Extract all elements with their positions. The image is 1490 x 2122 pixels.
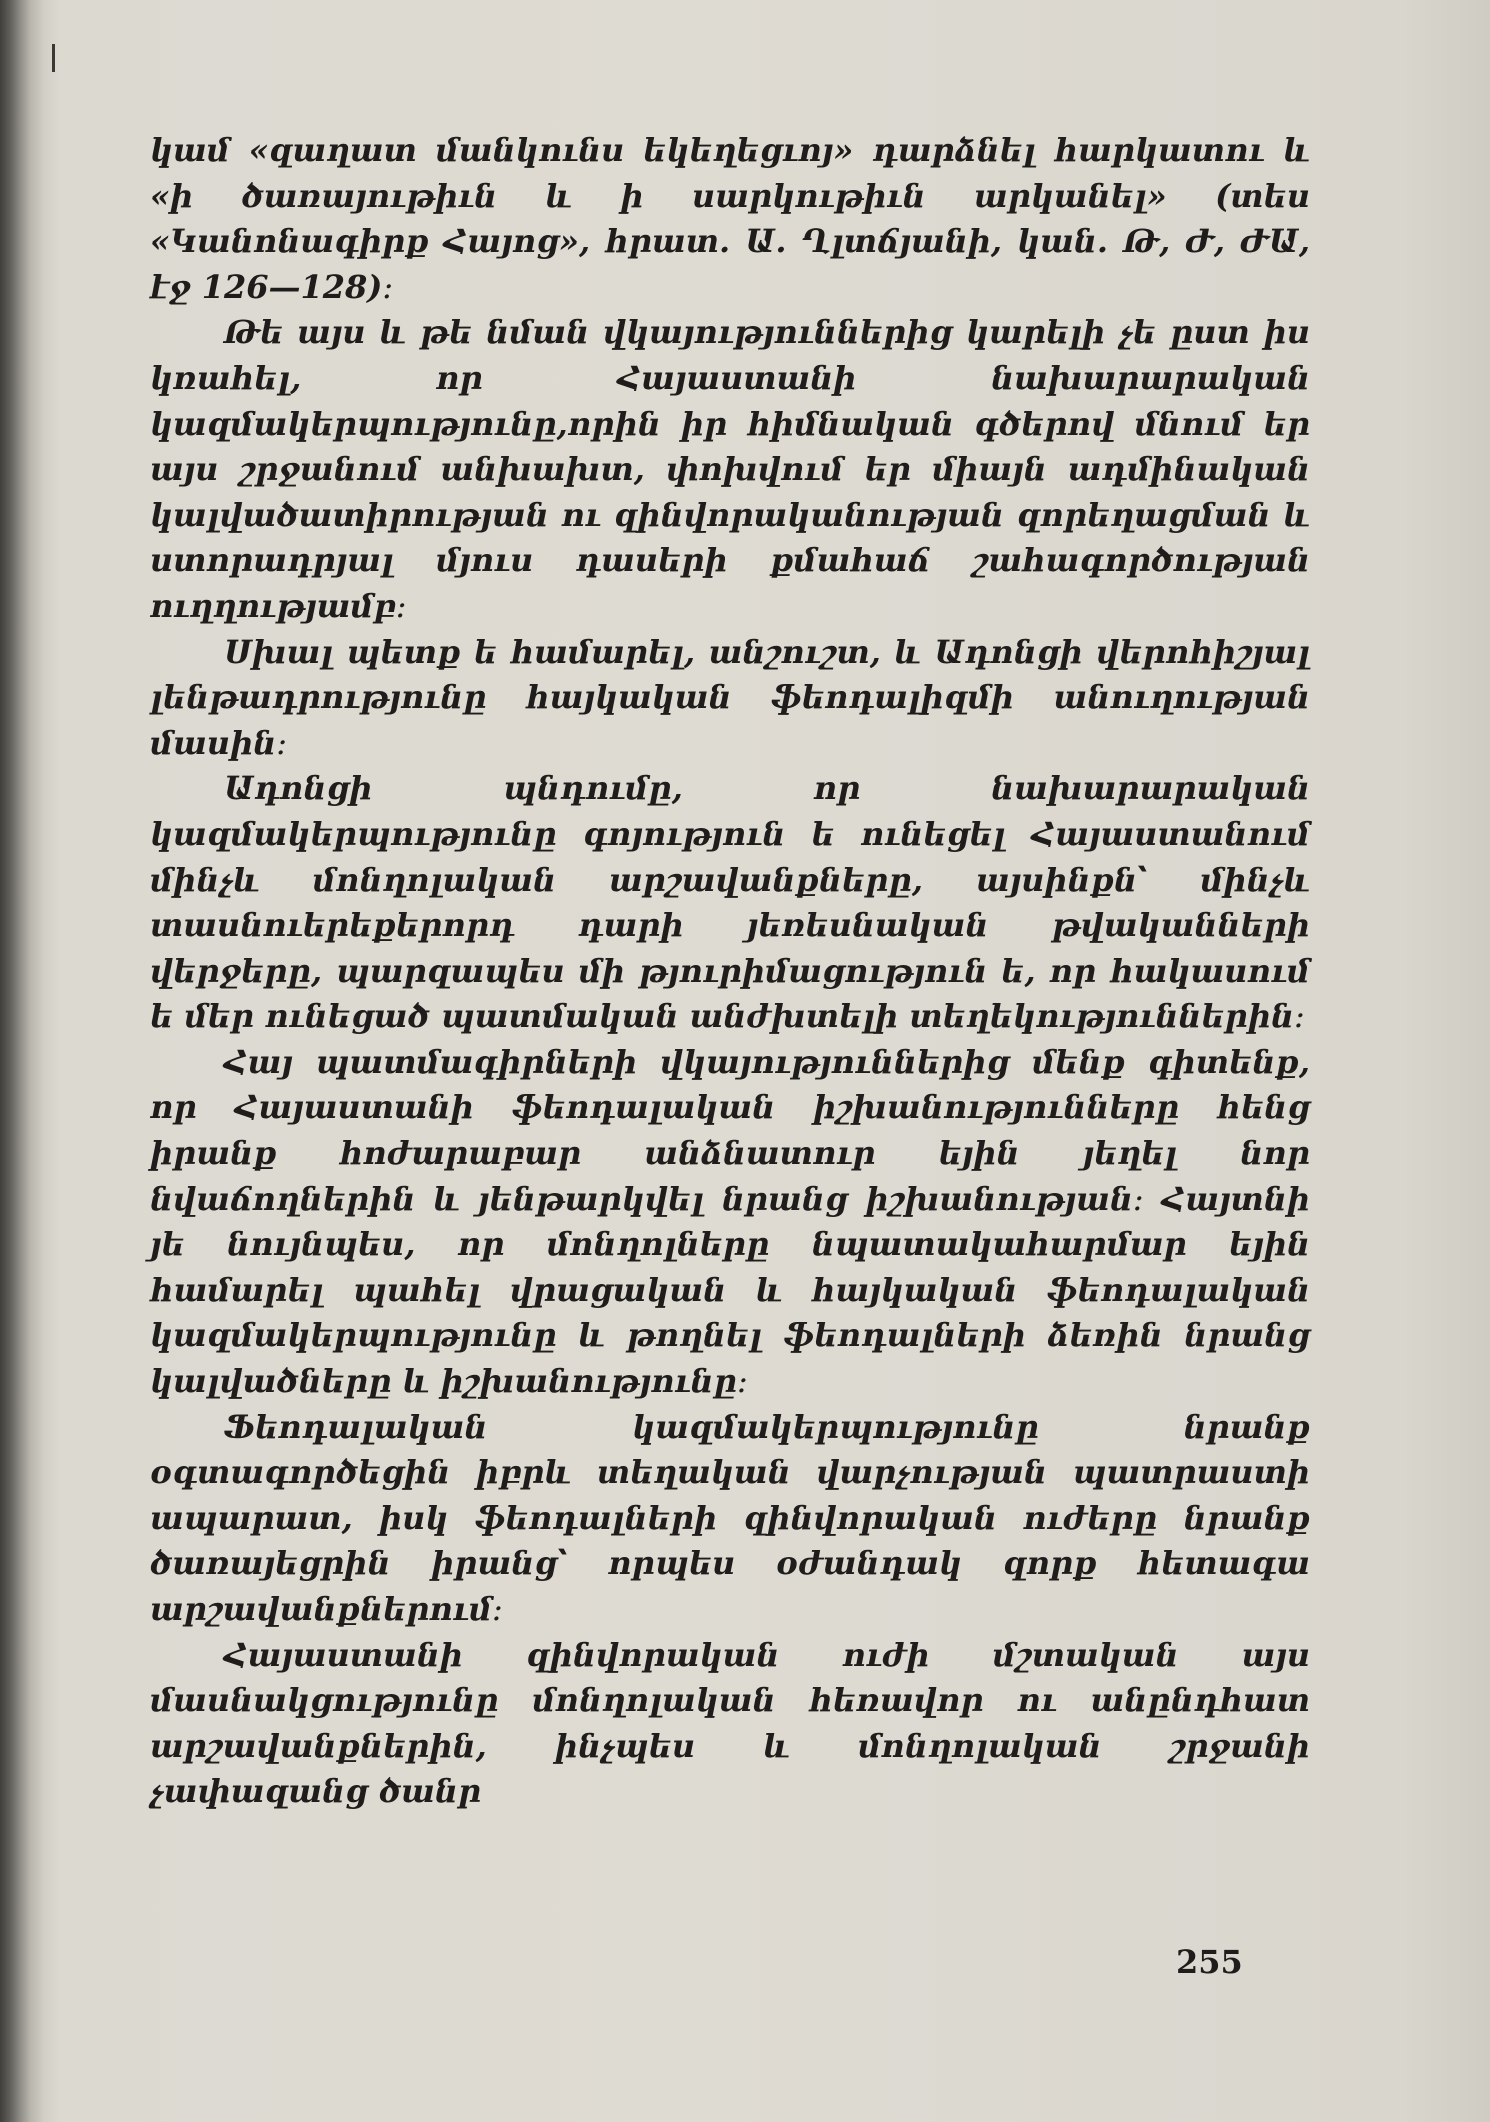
binding-mark: [52, 44, 55, 72]
paragraph-6: Ֆեոդալական կազմակերպությունը նրանք օգտագործեցին իբրև տեղական վարչության պատրաստի ապարատ, իսկ ֆեոդալների զինվորական ուժերը նրանք ծառայեցրին իրանց՝ որպես օժանդակ զորք հետագա արշավանքներում։: [150, 1407, 1310, 1628]
body-text: [150, 128, 1310, 1815]
paragraph-1: կամ «զաղատ մանկունս եկեղեցւոյ» դարձնել հարկատու և «ի ծառայութիւն և ի սարկութիւն արկանել» (տես «Կանոնագիրք Հայոց», հրատ. Ա. Ղլտճյանի, կան. Թ, Ժ, ԺԱ, էջ 126—128)։: [150, 131, 1310, 306]
paragraph-4: Ադոնցի պնդումը, որ նախարարական կազմակերպությունը գոյություն ե ունեցել Հայաստանում մինչև մոնղոլական արշավանքները, այսինքն՝ մինչև տասնուերեքերորդ դարի յեռեսնական թվականների վերջերը, պարզապես մի թյուրիմացություն ե, որ հակասում ե մեր ունեցած պատմական անժխտելի տեղեկություններին։: [150, 769, 1310, 1036]
binding-shadow: [0, 0, 44, 2122]
paragraph-5: Հայ պատմագիրների վկայություններից մենք գիտենք, որ Հայաստանի ֆեոդալական իշխանությունները հենց իրանք հոժարաբար անձնատուր եյին յեղել նոր նվաճողներին և յենթարկվել նրանց իշխանության։ Հայտնի յե նույնպես, որ մոնղոլները նպատակահարմար եյին համարել պահել վրացական և հայկական ֆեոդալական կազմակերպությունը և թողնել ֆեոդալների ձեռին նրանց կալվածները և իշխանությունը։: [150, 1042, 1310, 1401]
paragraph-7: Հայաստանի զինվորական ուժի մշտական այս մասնակցությունը մոնղոլական հեռավոր ու անընդհատ արշավանքներին, ինչպես և մոնղոլական շրջանի չափազանց ծանր: [150, 1635, 1310, 1811]
page-number: 255: [1176, 1943, 1243, 1981]
paragraph-2: Թե այս և թե նման վկայություններից կարելի չե ըստ իս կռահել, որ Հայաստանի նախարարական կազմակերպությունը,որին իր հիմնական գծերով մնում եր այս շրջանում անխախտ, փոխվում եր միայն ադմինական կալվածատիրության ու զինվորականության զորեղացման և ստորադրյալ մյուս դասերի քմահաճ շահագործության ուղղությամբ։: [150, 313, 1310, 625]
paragraph-3: Սխալ պետք ե համարել, անշուշտ, և Ադոնցի վերոհիշյալ լենթադրությունը հայկական ֆեոդալիզմի անուղության մասին։: [150, 632, 1310, 762]
